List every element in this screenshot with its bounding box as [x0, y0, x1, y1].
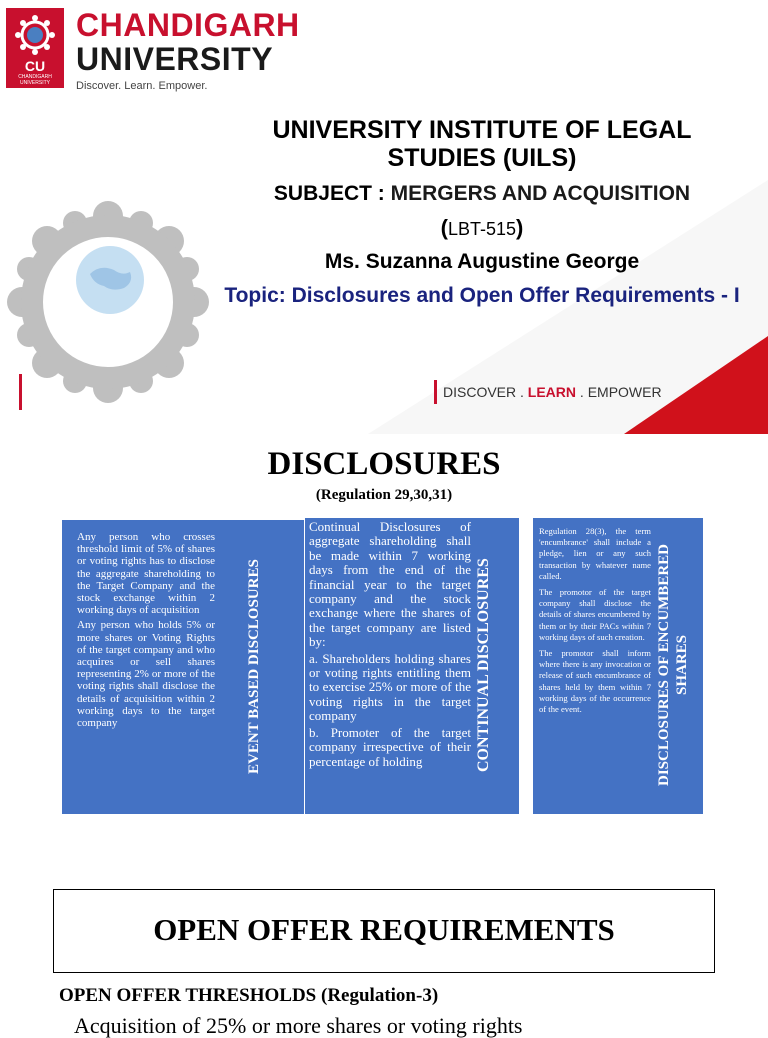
title-slide [0, 0, 768, 434]
open-offer-slide [0, 866, 768, 1038]
teacher-name: Ms. Suzanna Augustine George [324, 250, 640, 273]
subject-line [222, 181, 742, 207]
subject-label: SUBJECT : [273, 182, 391, 205]
card-heading: DISCLOSURES OF ENCUMBERED SHARES [656, 544, 690, 786]
card-body [539, 526, 651, 715]
title-box [53, 889, 715, 973]
card-paragraph: Any person who crosses threshold limit of 5% of shares or voting rights has to disclose the aggregate shareholding to the Target Company and the stock exchange within 2 working days of acquisition [77, 531, 215, 617]
logo-name-line2: UNIVERSITY [76, 41, 274, 77]
event-based-card [62, 520, 304, 814]
footer-tagline [434, 380, 662, 404]
topic-title: Topic: Disclosures and Open Offer Requirements - I [224, 284, 740, 307]
gear-logo-icon [14, 14, 56, 56]
code-close-paren: ) [516, 215, 524, 240]
university-emblem [6, 8, 64, 88]
disclosures-slide [0, 438, 768, 834]
course-code-line [222, 216, 742, 241]
emblem-subtitle: CHANDIGARH UNIVERSITY [18, 74, 52, 86]
card-heading: EVENT BASED DISCLOSURES [246, 559, 262, 775]
card-paragraph: The promotor of the target company shall disclose the details of shares encumbered by them or by their PACs within 7 working days of such creation. [539, 587, 651, 642]
emblem-initials: CU [24, 58, 46, 74]
code-open-paren: ( [440, 215, 448, 240]
tagline-learn: LEARN [527, 384, 577, 400]
card-paragraph: b. Promoter of the target company irrespective of their percentage of holding [309, 724, 471, 769]
card-paragraph: Any person who holds 5% or more shares or Voting Rights of the target company and who acquires or sell shares representing 2% or more of the voting rights shall disclose the details of acquisition within 2 working days to the target company [77, 619, 215, 730]
card-body [309, 520, 471, 769]
slide-subtitle: (Regulation 29,30,31) [315, 487, 453, 503]
institute-title: UNIVERSITY INSTITUTE OF LEGAL STUDIES (UILS) [272, 116, 692, 172]
slide-title: OPEN OFFER REQUIREMENTS [153, 912, 615, 947]
card-paragraph: Regulation 28(3), the term 'encumbrance' shall include a pledge, lien or any such transaction by whatever name called. [539, 526, 651, 581]
tagline-discover: DISCOVER . [443, 384, 528, 400]
globe-gear-icon [2, 196, 214, 408]
card-body [77, 531, 215, 729]
encumbered-shares-card [533, 518, 703, 814]
tagline-empower: . EMPOWER [576, 384, 662, 400]
card-paragraph: Continual Disclosures of aggregate shareholding shall be made within 7 working days from the end of the financial year to the target company and the stock exchange where the shares of the target company are listed by: [309, 519, 471, 650]
body-paragraph: Acquisition of 25% or more shares or voting rights [74, 1013, 523, 1038]
card-paragraph: The promotor shall inform where there is any invocation or release of such encumbrance of shares held by them within 7 working days of the occurrence of the event. [539, 648, 651, 715]
slide-subtitle: OPEN OFFER THRESHOLDS (Regulation-3) [59, 985, 439, 1006]
slide-title: DISCLOSURES [267, 446, 501, 482]
card-paragraph: a. Shareholders holding shares or voting rights entitling them to exercise 25% or more of the voting rights in the target company [309, 650, 471, 724]
continual-card [305, 518, 519, 814]
course-code: LBT-515 [447, 219, 517, 239]
accent-bar [19, 374, 22, 410]
card-heading: CONTINUAL DISCLOSURES [475, 558, 492, 772]
logo-name-line1: CHANDIGARH [76, 7, 300, 43]
logo-tagline: Discover. Learn. Empower. [76, 80, 208, 92]
subject-value: MERGERS AND ACQUISITION [390, 182, 691, 205]
